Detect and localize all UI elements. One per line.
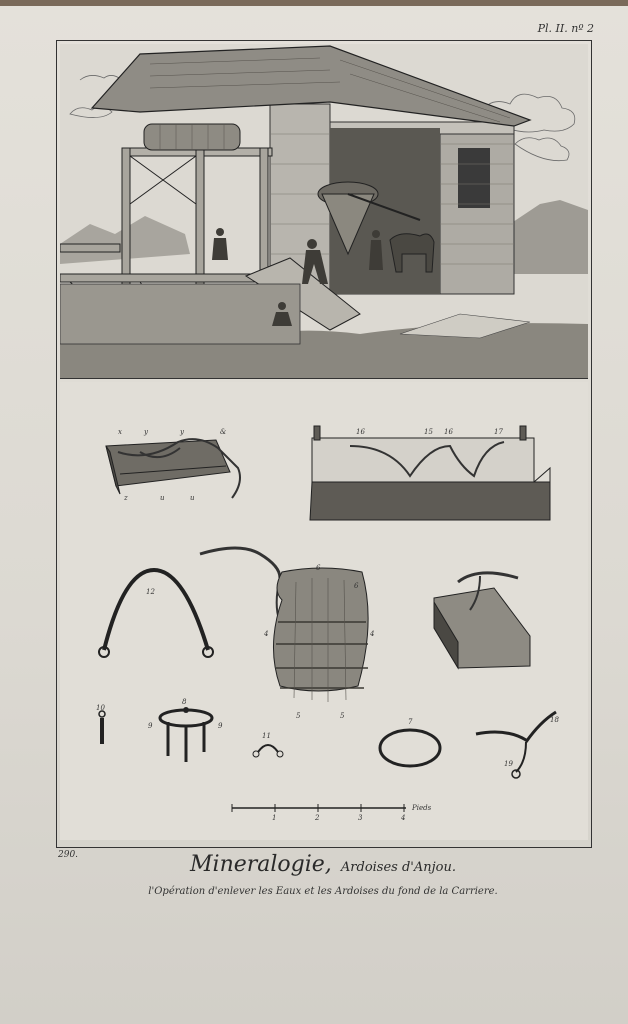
figure-label-19: 19 bbox=[504, 760, 513, 768]
figure-label-5: 5 bbox=[340, 712, 345, 720]
page-number: 290. bbox=[58, 850, 79, 860]
figure-label-11: 11 bbox=[262, 732, 271, 740]
figure-label-4: 4 bbox=[370, 630, 375, 638]
figure-label-9: 9 bbox=[148, 722, 153, 730]
figure-label-u: u bbox=[160, 494, 165, 502]
figure-label-4: 4 bbox=[264, 630, 269, 638]
figure-label-15: 15 bbox=[424, 428, 433, 436]
figure-label-9: 9 bbox=[218, 722, 223, 730]
figure-label-16: 16 bbox=[356, 428, 365, 436]
implements-illustration bbox=[60, 382, 588, 840]
quarry-building-illustration bbox=[60, 44, 588, 378]
figure-label-7: 7 bbox=[408, 718, 413, 726]
scale-tick-4: 4 bbox=[401, 814, 406, 822]
caption-title: Mineralogie, bbox=[190, 852, 332, 877]
figure-label-6: 6 bbox=[354, 582, 359, 590]
quarry-wall bbox=[60, 284, 300, 344]
figure-label-16: 16 bbox=[444, 428, 453, 436]
caption-description: l'Opération d'enlever les Eaux et les Ardoises du fond de la Carriere. bbox=[148, 886, 498, 897]
figure-label-x: x bbox=[118, 428, 122, 436]
figure-label-17: 17 bbox=[494, 428, 503, 436]
scale-tick-1: 1 bbox=[272, 814, 277, 822]
figure-label-5: 5 bbox=[296, 712, 301, 720]
scale-tick-3: 3 bbox=[358, 814, 363, 822]
figure-label-18: 18 bbox=[550, 716, 559, 724]
caption-title-line bbox=[56, 852, 590, 877]
scale-unit-label: Pieds bbox=[412, 804, 432, 812]
large-tray-figure bbox=[310, 426, 550, 520]
caption-subtitle: Ardoises d'Anjou. bbox=[340, 860, 456, 875]
figure-label-u: u bbox=[190, 494, 195, 502]
figure-label-y: y bbox=[144, 428, 148, 436]
figure-label-12: 12 bbox=[146, 588, 155, 596]
window bbox=[458, 148, 490, 208]
figure-label-8: 8 bbox=[182, 698, 187, 706]
figure-label-ampersand: & bbox=[220, 428, 227, 436]
scale-tick-2: 2 bbox=[315, 814, 320, 822]
plate-number: Pl. II. nº 2 bbox=[537, 22, 594, 35]
figure-label-y: y bbox=[180, 428, 184, 436]
plate-edge bbox=[0, 0, 628, 6]
figure-label-6: 6 bbox=[316, 564, 321, 572]
figure-label-10: 10 bbox=[96, 704, 105, 712]
figure-label-z: z bbox=[124, 494, 128, 502]
